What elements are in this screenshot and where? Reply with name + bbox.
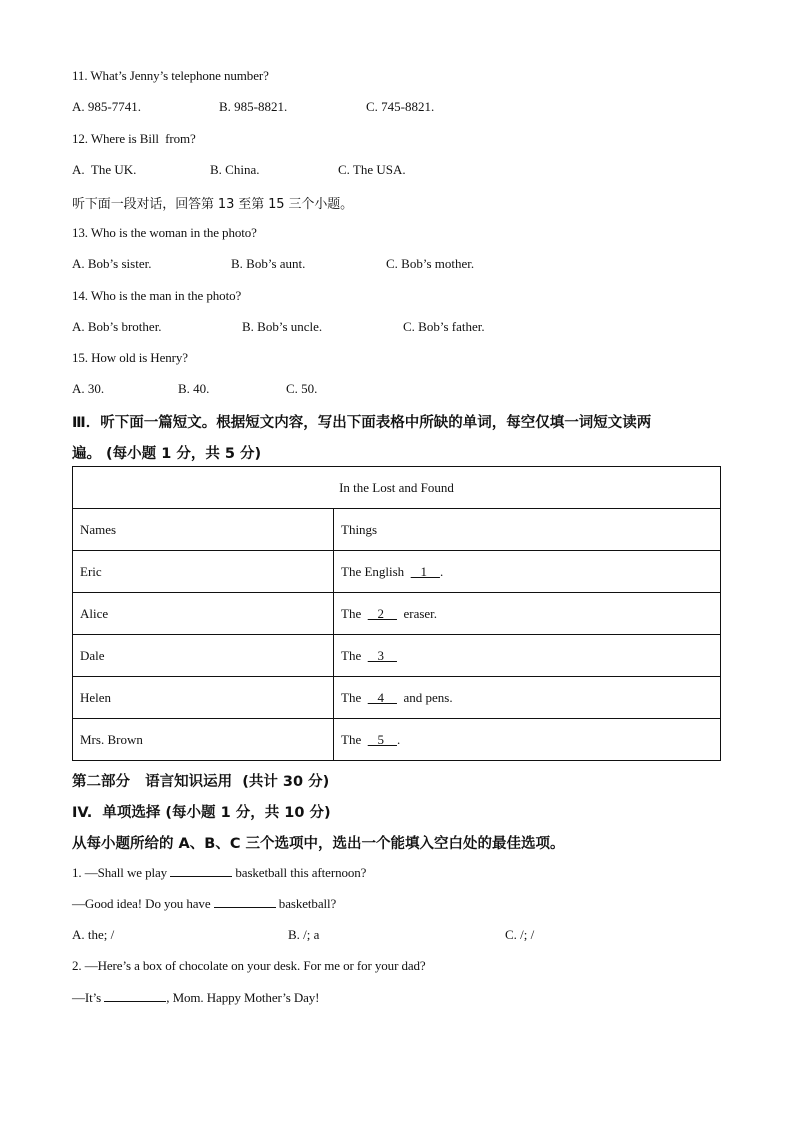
things-cell <box>334 677 721 719</box>
things-suffix: and pens. <box>396 689 453 705</box>
name-cell: Helen <box>73 677 334 719</box>
q14-option-a: A. Bob’s brother. <box>72 319 162 334</box>
q13-option-b: B. Bob’s aunt. <box>231 256 306 271</box>
q11-option-b: B. 985-8821. <box>219 99 288 114</box>
q1-text-before: 1. —Shall we play <box>72 865 171 880</box>
question-12: 12. Where is Bill from? <box>72 131 196 146</box>
table-title-row <box>73 467 721 509</box>
question-1-line1 <box>72 864 366 881</box>
q1-option-a: A. the; / <box>72 927 115 942</box>
answer-blank-1: 1 <box>410 563 440 579</box>
name-cell: Dale <box>73 635 334 677</box>
part-2-title: 第二部分 语言知识运用 (共计 30 分) <box>72 774 330 790</box>
table-title: In the Lost and Found <box>73 467 721 509</box>
table-row <box>73 677 721 719</box>
q11-option-a: A. 985-7741. <box>72 99 141 114</box>
column-header-names: Names <box>73 509 334 551</box>
q13-option-c: C. Bob’s mother. <box>386 256 475 271</box>
things-text: The <box>341 689 368 705</box>
q15-option-b: B. 40. <box>178 381 210 396</box>
lost-and-found-table <box>72 466 721 761</box>
q13-option-a: A. Bob’s sister. <box>72 256 152 271</box>
q15-option-c: C. 50. <box>286 381 318 396</box>
things-suffix: eraser. <box>396 605 438 621</box>
section-4-instruction: 从每小题所给的 A、B、C 三个选项中，选出一个能填入空白处的最佳选项。 <box>72 836 565 852</box>
things-text: The <box>341 605 368 621</box>
question-1-line2 <box>72 895 336 912</box>
table-row <box>73 635 721 677</box>
section-3-title-line1: Ⅲ．听下面一篇短文。根据短文内容，写出下面表格中所缺的单词，每空仅填一词短文读两 <box>72 415 652 431</box>
things-suffix: . <box>396 731 401 747</box>
things-text: The <box>341 731 368 747</box>
table-row <box>73 719 721 761</box>
q1-reply-before: —Good idea! Do you have <box>72 896 214 911</box>
section-4-title: IV. 单项选择 (每小题 1 分，共 10 分) <box>72 805 331 821</box>
name-cell: Alice <box>73 593 334 635</box>
q11-option-c: C. 745-8821. <box>366 99 435 114</box>
question-13: 13. Who is the woman in the photo? <box>72 225 257 240</box>
things-cell <box>334 551 721 593</box>
q1-option-b: B. /; a <box>288 927 320 942</box>
table-header-row <box>73 509 721 551</box>
answer-blank <box>104 989 166 1002</box>
q12-option-c: C. The USA. <box>338 162 406 177</box>
dialogue-instruction: 听下面一段对话，回答第 13 至第 15 三个小题。 <box>72 197 354 212</box>
things-cell <box>334 635 721 677</box>
things-cell <box>334 593 721 635</box>
q1-option-c: C. /; / <box>505 927 535 942</box>
question-2-line1: 2. —Here’s a box of chocolate on your desk. For me or for your dad? <box>72 958 426 973</box>
question-11: 11. What’s Jenny’s telephone number? <box>72 68 269 83</box>
name-cell: Eric <box>73 551 334 593</box>
question-2-line2 <box>72 989 319 1006</box>
table-row <box>73 551 721 593</box>
question-15: 15. How old is Henry? <box>72 350 188 365</box>
things-cell <box>334 719 721 761</box>
answer-blank <box>170 864 232 877</box>
q14-option-b: B. Bob’s uncle. <box>242 319 323 334</box>
q15-option-a: A. 30. <box>72 381 105 396</box>
name-cell: Mrs. Brown <box>73 719 334 761</box>
things-text: The <box>341 647 368 663</box>
q12-option-b: B. China. <box>210 162 260 177</box>
q1-reply-after: basketball? <box>275 896 337 911</box>
q12-option-a: A. The UK. <box>72 162 137 177</box>
answer-blank-2: 2 <box>367 605 397 621</box>
section-3-title-line2: 遍。 (每小题 1 分，共 5 分) <box>72 446 262 462</box>
answer-blank <box>214 895 276 908</box>
table-row <box>73 593 721 635</box>
q2-reply-before: —It’s <box>72 990 105 1005</box>
q14-option-c: C. Bob’s father. <box>403 319 485 334</box>
question-14: 14. Who is the man in the photo? <box>72 288 242 303</box>
column-header-things: Things <box>334 509 721 551</box>
answer-blank-5: 5 <box>367 731 397 747</box>
answer-blank-4: 4 <box>367 689 397 705</box>
q1-text-after: basketball this afternoon? <box>232 865 367 880</box>
things-text: The English <box>341 563 411 579</box>
things-suffix: . <box>439 563 444 579</box>
answer-blank-3: 3 <box>367 647 397 663</box>
q2-reply-after: , Mom. Happy Mother’s Day! <box>166 990 320 1005</box>
